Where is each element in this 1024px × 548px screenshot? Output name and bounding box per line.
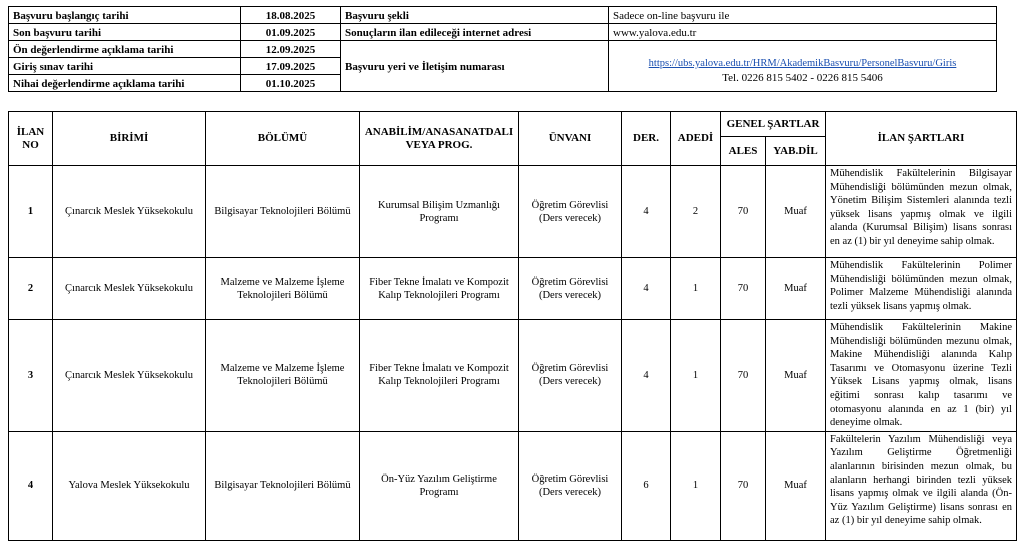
- header-bolumu: BÖLÜMÜ: [206, 112, 360, 166]
- adedi-cell: 1: [671, 320, 721, 432]
- der-cell: 6: [622, 431, 671, 540]
- ales-cell: 70: [721, 166, 766, 258]
- header-row-1: [9, 112, 1017, 137]
- yab-dil-cell: Muaf: [766, 258, 826, 320]
- exam-date-value: 17.09.2025: [241, 58, 341, 75]
- ales-cell: 70: [721, 431, 766, 540]
- yab-dil-cell: Muaf: [766, 320, 826, 432]
- birimi-cell: Yalova Meslek Yüksekokulu: [53, 431, 206, 540]
- adedi-cell: 1: [671, 431, 721, 540]
- application-portal-link[interactable]: https://ubs.yalova.edu.tr/HRM/AkademikBasvuru/PersonelBasvuru/Giris: [648, 58, 957, 69]
- header-genel-sartlar: GENEL ŞARTLAR: [721, 112, 826, 137]
- bolumu-cell: Malzeme ve Malzeme İşleme Teknolojileri Bölümü: [206, 320, 360, 432]
- ilan-sartlari-cell: Fakültelerin Yazılım Mühendisliği veya Yazılım Geliştirme Öğretmenliği alanlarının birisinden mezun olmak, bu alanların herhangi birinden tezli yüksek lisans yapmış olmak ve ilgili alanda (Ön-Yüz Yazılım Geliştirme) lisans sonrası en az (1) bir yıl deneyime sahip olmak.: [826, 431, 1017, 540]
- der-cell: 4: [622, 320, 671, 432]
- ilan-no-cell: 3: [9, 320, 53, 432]
- ilan-no-cell: 2: [9, 258, 53, 320]
- info-row-end: [9, 24, 997, 41]
- unvani-cell: Öğretim Görevlisi (Ders verecek): [519, 166, 622, 258]
- ilan-sartlari-cell: Mühendislik Fakültelerinin Polimer Mühendisliği bölümünden mezun olmak, Polimer Malzeme Mühendisliği alanında tezli yüksek lisans yapmış olmak.: [826, 258, 1017, 320]
- birimi-cell: Çınarcık Meslek Yüksekokulu: [53, 258, 206, 320]
- yab-dil-cell: Muaf: [766, 431, 826, 540]
- birimi-cell: Çınarcık Meslek Yüksekokulu: [53, 166, 206, 258]
- der-cell: 4: [622, 258, 671, 320]
- contact-cell: [609, 41, 997, 92]
- unvani-cell: Öğretim Görevlisi (Ders verecek): [519, 431, 622, 540]
- header-yab-dil: YAB.DİL: [766, 137, 826, 166]
- header-adedi: ADEDİ: [671, 112, 721, 166]
- unvani-cell: Öğretim Görevlisi (Ders verecek): [519, 258, 622, 320]
- ilan-sartlari-cell: Mühendislik Fakültelerinin Makine Mühendisliği bölümünden mezunu olmak, Makine Mühendisliği alanında Kalıp Tasarımı ve Otomasyonu üzerine Tezli Yüksek Lisans yapmış olmak, lisans eğitimi sonrası kalıp tasarımı ve otomasyonu alanında en az 1 (bir) yıl deneyime olmak.: [826, 320, 1017, 432]
- contact-phone: Tel. 0226 815 5402 - 0226 815 5406: [722, 72, 883, 84]
- header-unvani: ÜNVANI: [519, 112, 622, 166]
- end-date-value: 01.09.2025: [241, 24, 341, 41]
- yab-dil-cell: Muaf: [766, 166, 826, 258]
- pre-eval-date-label: Ön değerlendirme açıklama tarihi: [9, 41, 241, 58]
- der-cell: 4: [622, 166, 671, 258]
- header-anabilim: ANABİLİM/ANASANATDALI VEYA PROG.: [360, 112, 519, 166]
- method-label: Başvuru şekli: [341, 7, 609, 24]
- start-date-label: Başvuru başlangıç tarihi: [9, 7, 241, 24]
- bolumu-cell: Bilgisayar Teknolojileri Bölümü: [206, 166, 360, 258]
- exam-date-label: Giriş sınav tarihi: [9, 58, 241, 75]
- adedi-cell: 2: [671, 166, 721, 258]
- application-info-table: [8, 6, 997, 92]
- results-label: Sonuçların ilan edileceği internet adresi: [341, 24, 609, 41]
- bolumu-cell: Malzeme ve Malzeme İşleme Teknolojileri Bölümü: [206, 258, 360, 320]
- ilan-no-cell: 4: [9, 431, 53, 540]
- ilan-sartlari-cell: Mühendislik Fakültelerinin Bilgisayar Mühendisliği bölümünden mezun olmak, Yönetim Bilişim Sistemleri alanında tezli yüksek lisans yapmış olmak ve ilgili alanda (Kurumsal Bilişim) lisans sonrası en az (1) bir yıl deneyime sahip olmak.: [826, 166, 1017, 258]
- results-url[interactable]: www.yalova.edu.tr: [609, 24, 997, 41]
- bolumu-cell: Bilgisayar Teknolojileri Bölümü: [206, 431, 360, 540]
- job-listing-table: [8, 111, 1017, 541]
- program-cell: Ön-Yüz Yazılım Geliştirme Programı: [360, 431, 519, 540]
- end-date-label: Son başvuru tarihi: [9, 24, 241, 41]
- header-ilan-sartlari: İLAN ŞARTLARI: [826, 112, 1017, 166]
- birimi-cell: Çınarcık Meslek Yüksekokulu: [53, 320, 206, 432]
- adedi-cell: 1: [671, 258, 721, 320]
- method-value: Sadece on-line başvuru ile: [609, 7, 997, 24]
- header-ilan-no: İLAN NO: [9, 112, 53, 166]
- final-date-label: Nihai değerlendirme açıklama tarihi: [9, 75, 241, 92]
- contact-label: Başvuru yeri ve İletişim numarası: [341, 41, 609, 92]
- header-birimi: BİRİMİ: [53, 112, 206, 166]
- final-date-value: 01.10.2025: [241, 75, 341, 92]
- program-cell: Fiber Tekne İmalatı ve Kompozit Kalıp Teknolojileri Programı: [360, 320, 519, 432]
- program-cell: Kurumsal Bilişim Uzmanlığı Programı: [360, 166, 519, 258]
- ilan-no-cell: 1: [9, 166, 53, 258]
- table-row: [9, 431, 1017, 540]
- info-row-pre-eval: [9, 41, 997, 58]
- header-der: DER.: [622, 112, 671, 166]
- info-row-start: [9, 7, 997, 24]
- table-row: [9, 320, 1017, 432]
- ales-cell: 70: [721, 258, 766, 320]
- header-ales: ALES: [721, 137, 766, 166]
- table-row: [9, 258, 1017, 320]
- unvani-cell: Öğretim Görevlisi (Ders verecek): [519, 320, 622, 432]
- table-row: [9, 166, 1017, 258]
- program-cell: Fiber Tekne İmalatı ve Kompozit Kalıp Teknolojileri Programı: [360, 258, 519, 320]
- ales-cell: 70: [721, 320, 766, 432]
- start-date-value: 18.08.2025: [241, 7, 341, 24]
- pre-eval-date-value: 12.09.2025: [241, 41, 341, 58]
